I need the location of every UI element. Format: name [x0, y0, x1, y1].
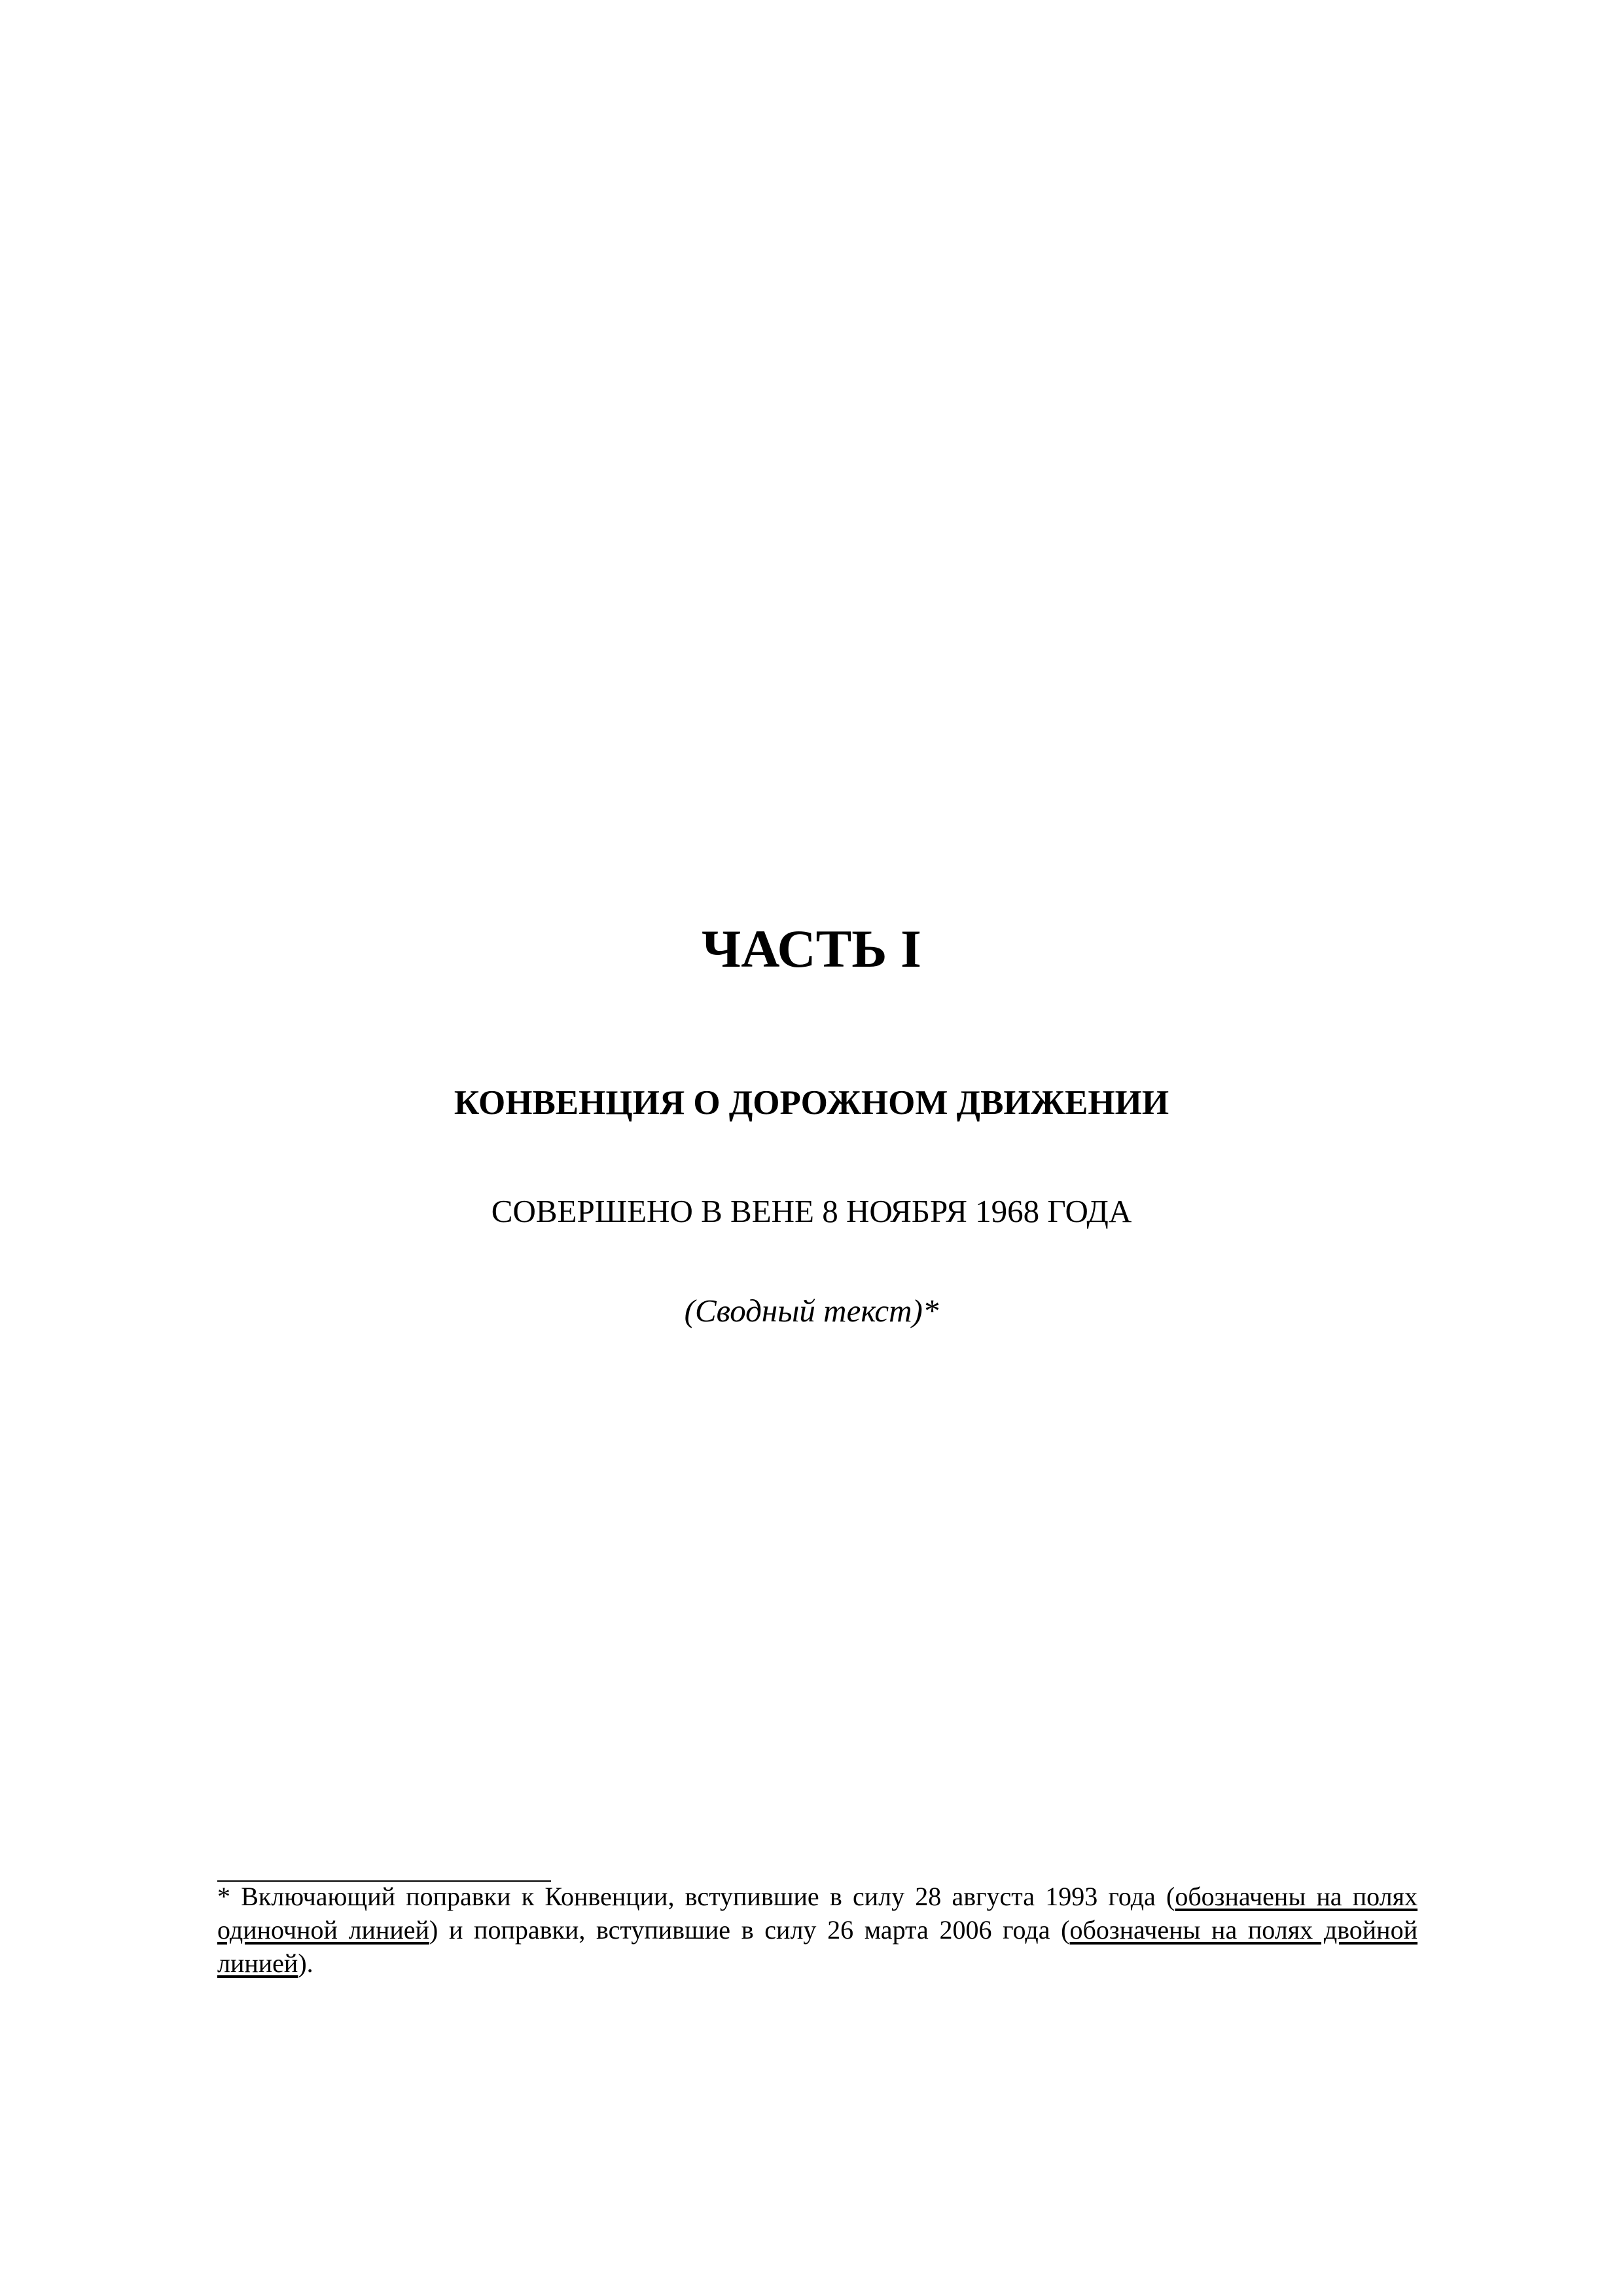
part-title: ЧАСТЬ I: [702, 919, 921, 978]
footnote-text-2: ) и поправки, вступившие в силу 26 марта 2006 года (: [429, 1915, 1070, 1945]
convention-title: КОНВЕНЦИЯ О ДОРОЖНОМ ДВИЖЕНИИ: [454, 1084, 1169, 1122]
footnote-text-3: ).: [298, 1948, 313, 1978]
footnote-double-line-marker: обозначены на полях двойной линией: [217, 1915, 1418, 1978]
convention-date: СОВЕРШЕНО В ВЕНЕ 8 НОЯБРЯ 1968 ГОДА: [491, 1193, 1132, 1229]
footnote-single-line-marker: обозначены на полях одиночной линией: [217, 1882, 1418, 1945]
consolidated-text-note: (Сводный текст)*: [684, 1293, 939, 1329]
footnote-text-1: * Включающий поправки к Конвенции, вступившие в силу 28 августа 1993 года (: [217, 1882, 1175, 1911]
footnote: [217, 1880, 1418, 1980]
